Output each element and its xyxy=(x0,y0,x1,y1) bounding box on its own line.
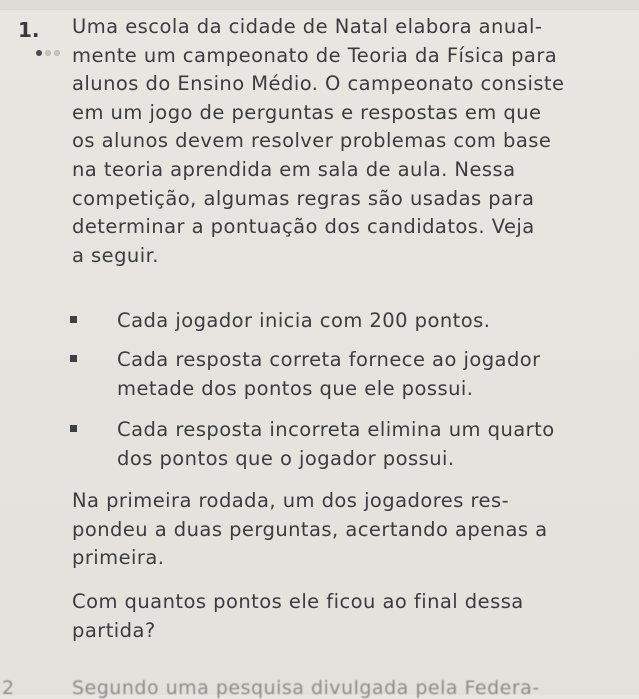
rule-text-line: Cada resposta incorreta elimina um quarto xyxy=(117,418,555,441)
text-line: primeira. xyxy=(72,546,165,570)
text-line: competição, algumas regras são usadas para xyxy=(72,186,535,210)
next-question-text: Segundo uma pesquisa divulgada pela Federa- xyxy=(72,677,540,699)
text-line: partida? xyxy=(72,618,156,642)
next-question-number: 2 xyxy=(2,677,15,699)
text-line: a seguir. xyxy=(72,243,159,267)
question-number: 1. xyxy=(18,18,40,42)
text-line: os alunos devem resolver problemas com base xyxy=(72,129,552,153)
text-line: Com quantos pontos ele ficou ao final dessa xyxy=(72,590,524,613)
text-line: pondeu a duas perguntas, acertando apenas a xyxy=(72,517,548,541)
difficulty-dot-empty xyxy=(54,50,60,56)
rule-text-line: Cada resposta correta fornece ao jogador xyxy=(117,348,541,371)
difficulty-dot-empty xyxy=(45,50,51,56)
text-line: Uma escola da cidade de Natal elabora anual- xyxy=(72,15,543,38)
rule-item xyxy=(72,416,632,473)
bullet-square-icon xyxy=(70,316,77,323)
text-line: alunos do Ensino Médio. O campeonato consiste xyxy=(72,72,565,96)
text-line: mente um campeonato de Teoria da Física para xyxy=(72,43,558,67)
text-line: em um jogo de perguntas e respostas em que xyxy=(72,100,542,124)
bullet-square-icon xyxy=(70,355,77,362)
question-scenario xyxy=(72,487,632,573)
question-intro xyxy=(72,13,632,270)
text-line: Na primeira rodada, um dos jogadores res- xyxy=(72,489,510,512)
bullet-square-icon xyxy=(70,425,77,432)
rule-text-line: metade dos pontos que ele possui. xyxy=(117,376,474,400)
text-line: na teoria aprendida em sala de aula. Nessa xyxy=(72,157,516,181)
rule-item xyxy=(72,307,632,336)
rule-item xyxy=(72,346,632,403)
difficulty-indicator xyxy=(36,50,60,56)
question-prompt xyxy=(72,588,632,645)
text-line: determinar a pontuação dos candidatos. Veja xyxy=(72,215,535,239)
rule-text-line: Cada jogador inicia com 200 pontos. xyxy=(117,309,491,332)
page-top-edge xyxy=(0,0,639,10)
rule-text-line: dos pontos que o jogador possui. xyxy=(117,446,455,470)
difficulty-dot-filled xyxy=(36,50,42,56)
